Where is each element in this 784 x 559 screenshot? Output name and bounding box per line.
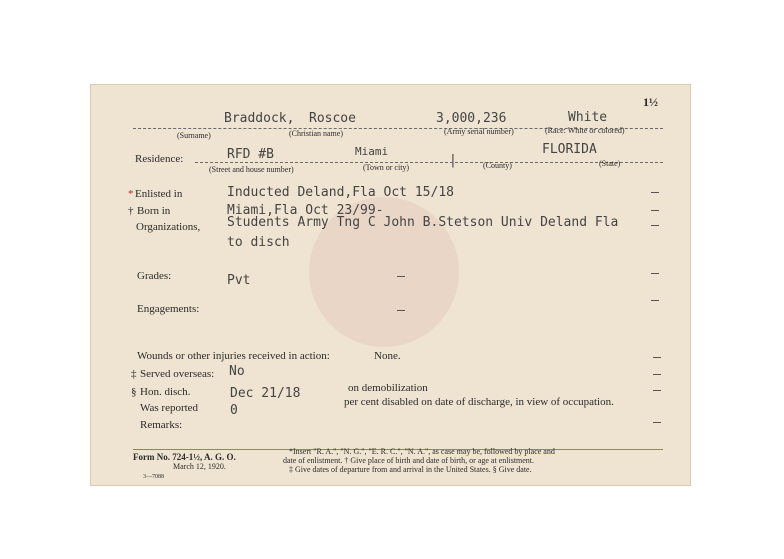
grades-label: Grades: — [137, 270, 172, 282]
engagements-label: Engagements: — [137, 303, 200, 315]
reported-label: Was reported — [140, 402, 199, 414]
hon-disch-value: Dec 21/18 — [230, 386, 301, 401]
served-value: No — [229, 364, 245, 379]
hon-disch-mark: § — [131, 386, 137, 398]
reported-suffix: per cent disabled on date of discharge, in view of occupation. — [344, 396, 614, 408]
state-value: FLORIDA — [542, 142, 597, 157]
remarks-label: Remarks: — [140, 419, 183, 431]
form-code: 3—7088 — [143, 474, 164, 480]
enlisted-label: Enlisted in — [135, 188, 183, 200]
born-value: Miami,Fla Oct 23/99- — [227, 203, 384, 218]
row-dash — [651, 273, 659, 274]
born-label: Born in — [137, 205, 171, 217]
row-dash — [397, 310, 405, 311]
wounds-value: None. — [374, 350, 401, 362]
footnote-line2: date of enlistment. † Give place of birth and date of birth, or age at enlistment. — [283, 456, 535, 465]
surname-caption: (Surname) — [177, 131, 211, 140]
organizations-label: Organizations, — [136, 221, 201, 233]
row-dash — [397, 276, 405, 277]
serial-number-value: 3,000,236 — [436, 111, 507, 126]
christian-name-value: Roscoe — [309, 111, 356, 126]
town-value: Miami — [355, 145, 389, 158]
form-number: Form No. 724-1½, A. G. O. — [133, 452, 236, 462]
served-label: Served overseas: — [140, 368, 215, 380]
street-caption: (Street and house number) — [209, 165, 294, 174]
race-value: White — [568, 110, 608, 125]
corner-mark: 1½ — [643, 95, 658, 109]
race-caption: (Race: White or colored) — [545, 126, 625, 135]
row-dash — [653, 357, 661, 358]
county-value: | — [449, 153, 457, 168]
row-dash — [653, 422, 661, 423]
town-caption: (Town or city) — [363, 163, 410, 172]
born-mark: † — [128, 205, 134, 217]
enlisted-value: Inducted Deland,Fla Oct 15/18 — [227, 185, 454, 200]
footnote-line1: *Insert "R. A.", "N. G.", "E. R. C.", "N. A.", as case may be, followed by place and — [289, 447, 555, 456]
serial-caption: (Army serial number) — [444, 127, 514, 136]
footnote-line3: ‡ Give dates of departure from and arrival in the United States. § Give date. — [289, 465, 532, 474]
residence-label: Residence: — [135, 153, 184, 165]
hon-disch-label: Hon. disch. — [140, 386, 191, 398]
grades-value: Pvt — [227, 273, 251, 288]
street-value: RFD #B — [227, 147, 274, 162]
row-dash — [651, 300, 659, 301]
organizations-value-line1: Students Army Tng C John B.Stetson Univ Deland Fla — [227, 215, 619, 230]
county-caption: (County) — [483, 161, 512, 170]
enlisted-mark: * — [128, 188, 134, 200]
row-dash — [653, 390, 661, 391]
surname-value: Braddock, — [224, 111, 295, 126]
residence-rule — [195, 162, 663, 163]
form-date: March 12, 1920. — [173, 462, 226, 471]
reported-value: 0 — [230, 403, 238, 418]
organizations-value-line2: to disch — [227, 235, 290, 250]
served-mark: ‡ — [131, 368, 137, 380]
row-dash — [651, 210, 659, 211]
row-dash — [653, 374, 661, 375]
wounds-label: Wounds or other injuries received in action: — [137, 350, 330, 362]
service-record-card — [90, 84, 691, 486]
row-dash — [651, 225, 659, 226]
row-dash — [651, 192, 659, 193]
hon-disch-suffix: on demobilization — [348, 382, 428, 394]
state-caption: (State) — [599, 159, 621, 168]
christian-caption: (Christian name) — [289, 129, 343, 138]
